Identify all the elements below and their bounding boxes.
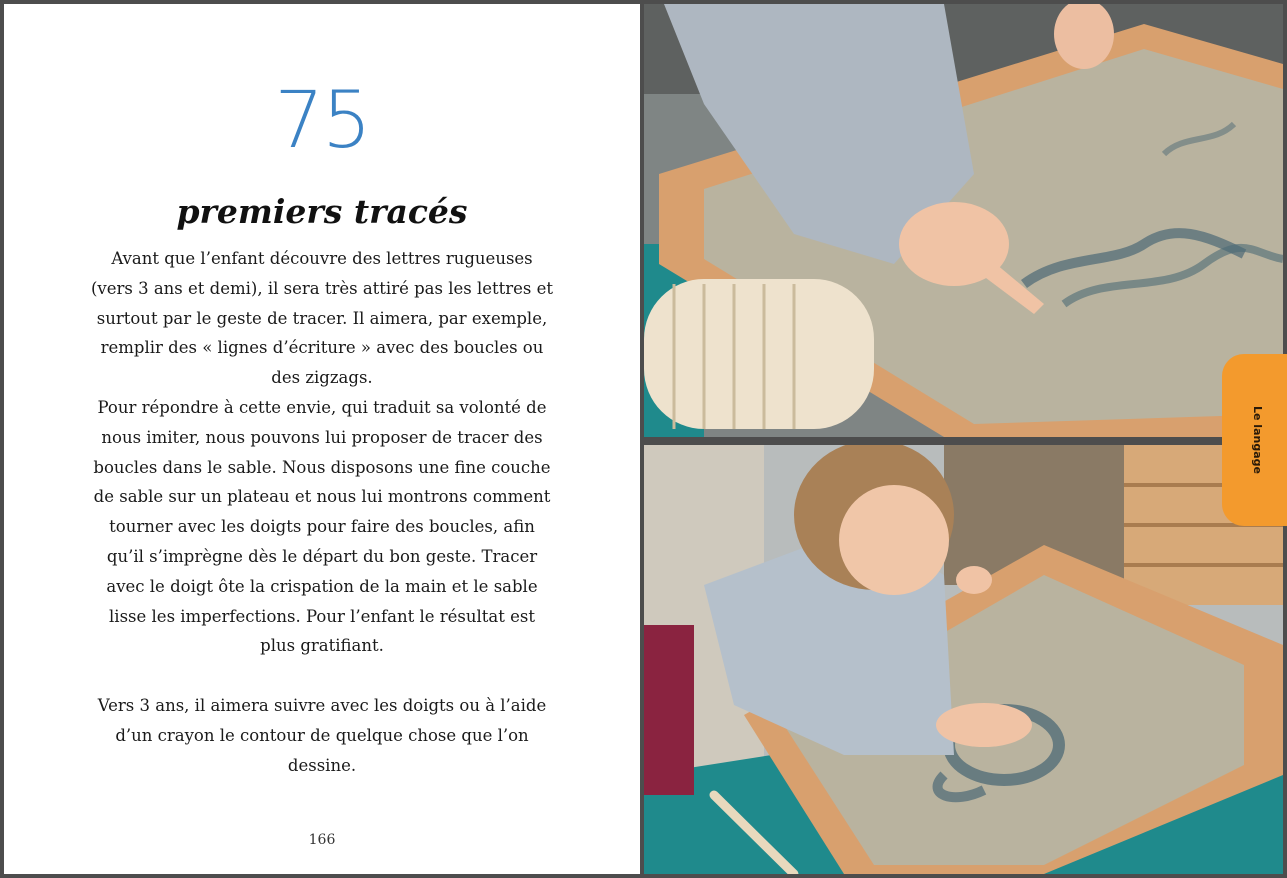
page-number: 166 xyxy=(308,832,336,848)
chapter-tab-label: Le langage xyxy=(1251,406,1264,474)
chapter-number: 75 xyxy=(274,76,370,166)
paragraph-3: Vers 3 ans, il aimera suivre avec les doigts ou à l’aide d’un crayon le contour de quelque chose que l’on dessine. xyxy=(97,695,547,775)
paragraph-2: Pour répondre à cette envie, qui traduit sa volonté de nous imiter, nous pouvons lui proposer de tracer des boucles dans le sable. Nous disposons une fine couche de sable sur un plateau et nous lui montrons comment tourner avec les doigts pour faire des boucles, afin qu’il s’imprègne dès le départ du bon geste. Tracer avec le doigt ôte la crispation de la main et le sable lisse les imperfections. Pour l’enfant le résultat est plus gratifiant. xyxy=(93,397,551,656)
left-page xyxy=(4,4,640,874)
photo-sand-tray-bottom xyxy=(644,445,1283,874)
paragraph-gap xyxy=(90,661,554,691)
paragraph-1: Avant que l’enfant découvre des lettres rugueuses (vers 3 ans et demi), il sera très attiré pas les lettres et surtout par le geste de tracer. Il aimera, par exemple, remplir des « lignes d’écriture » avec des boucles ou des zigzags. xyxy=(90,249,554,388)
photo-bottom-illustration xyxy=(644,445,1283,874)
photo-sand-tray-top xyxy=(644,4,1283,437)
photo-top-illustration xyxy=(644,4,1283,437)
chapter-title: premiers tracés xyxy=(176,192,468,231)
body-text xyxy=(90,244,554,780)
